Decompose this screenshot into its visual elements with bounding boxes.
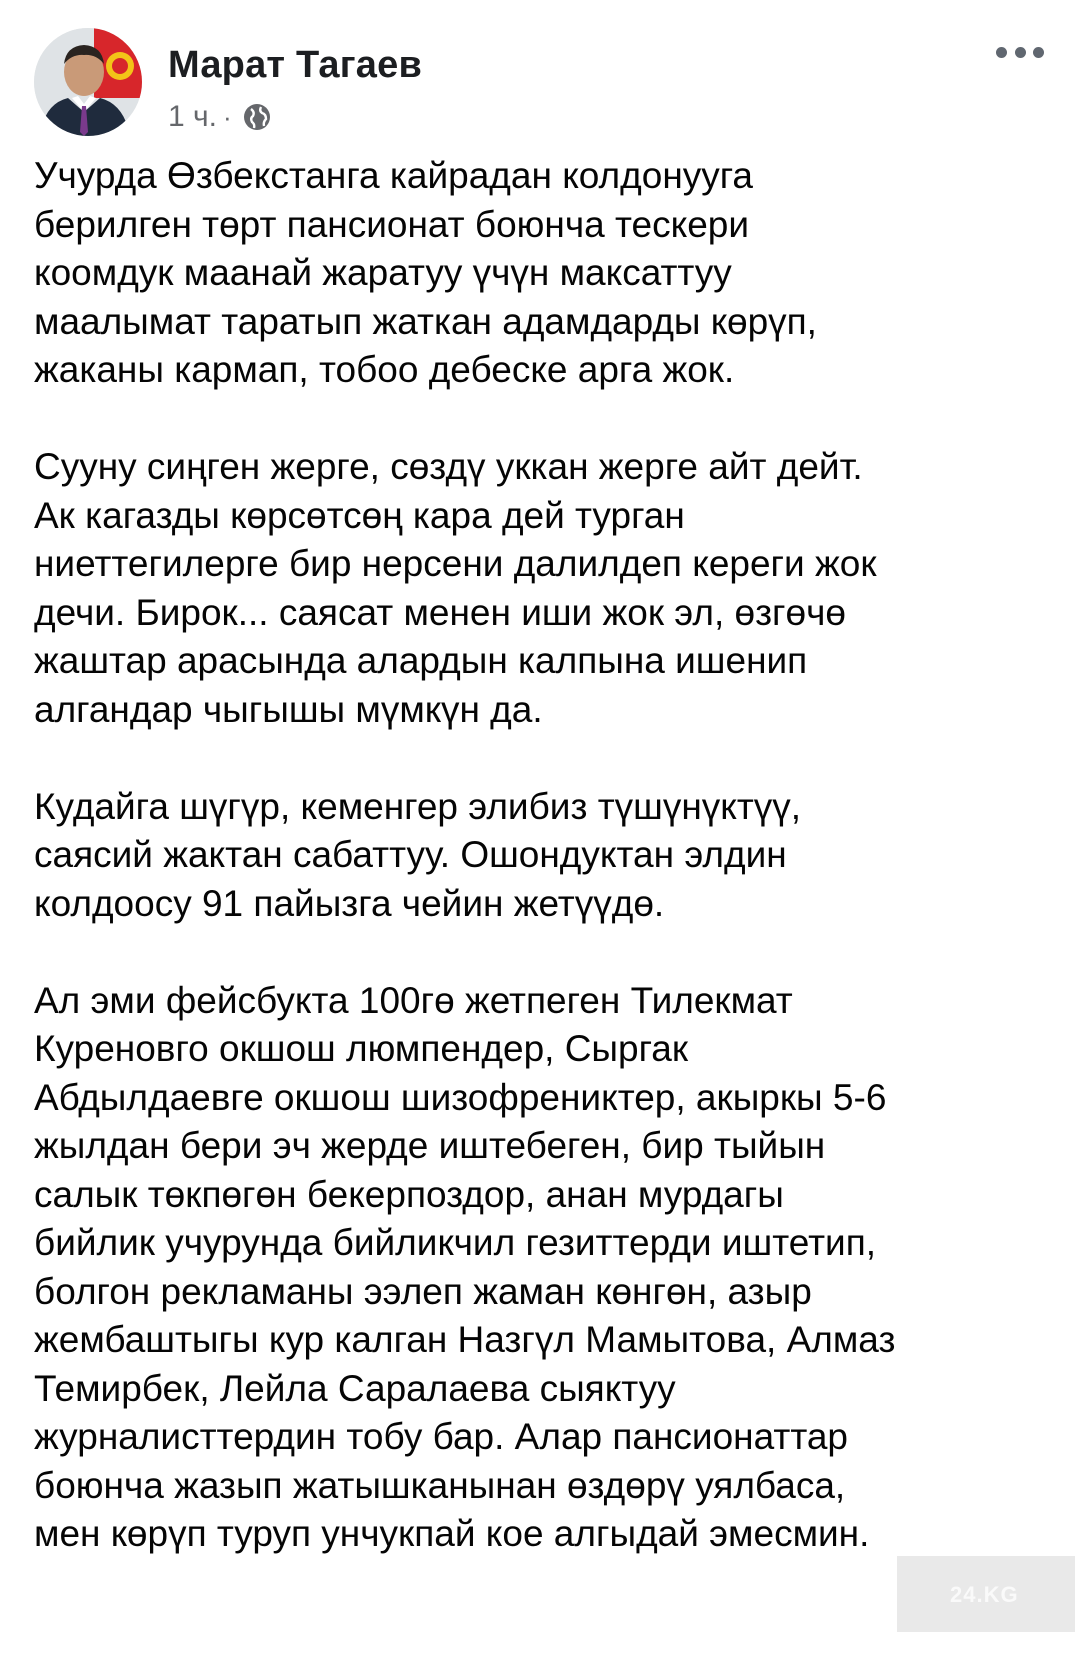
watermark-text: 24.KG	[950, 1582, 1019, 1607]
post-body	[34, 152, 1044, 1607]
more-options-icon[interactable]	[996, 40, 1044, 64]
avatar-photo	[34, 28, 142, 136]
post-header	[34, 28, 1044, 148]
post-paragraph: Сууну сиңген жерге, сөздү уккан жерге айт дейт. Ак кагазды көрсөтсөң кара дей турган ниеттегилерге бир нерсени далилдеп кереги жок дечи. Бирок... саясат менен иши жок эл, өзгөчө жаштар арасында алардын калпына ишенип алгандар чыгышы мүмкүн да.	[34, 446, 877, 730]
author-name[interactable]: Марат Тагаев	[168, 44, 423, 86]
post-paragraph: Ал эми фейсбукта 100гө жетпеген Тилекмат Куреновго окшош люмпендер, Сыргак Абдылдаевге окшош шизофрениктер, акыркы 5-6 жылдан бери эч жерде иштебеген, бир тыйын салык төкпөгөн бекерпоздор, анан мурдагы бийлик учурунда бийликчил гезиттерди иштетип, болгон рекламаны ээлеп жаман көнгөн, азыр жембаштыгы кур калган Назгүл Мамытова, Алмаз Темирбек, Лейла Саралаева сыяктуу журналисттердин тобу бар. Алар пансионаттар боюнча жазып жатышканынан өздөрү уялбаса, мен көрүп туруп унчукпай кое алгыдай эмесмин.	[34, 979, 896, 1554]
post-paragraph: Учурда Өзбекстанга кайрадан колдонууга берилген төрт пансионат боюнча тескери коомдук маанай жаратуу үчүн максаттуу маалымат таратып жаткан адамдарды көрүп, жаканы кармап, тобоо дебеске арга жок.	[34, 155, 817, 390]
author-avatar[interactable]	[34, 28, 142, 136]
post-meta	[168, 100, 272, 134]
post-paragraph: Кудайга шүгүр, кеменгер элибиз түшүнүктүү, саясий жактан сабаттуу. Ошондуктан элдин колдоосу 91 пайызга чейин жетүүдө.	[34, 785, 802, 924]
post-time[interactable]: 1 ч.	[168, 100, 217, 133]
globe-icon	[242, 102, 272, 132]
meta-separator: ·	[222, 101, 232, 132]
